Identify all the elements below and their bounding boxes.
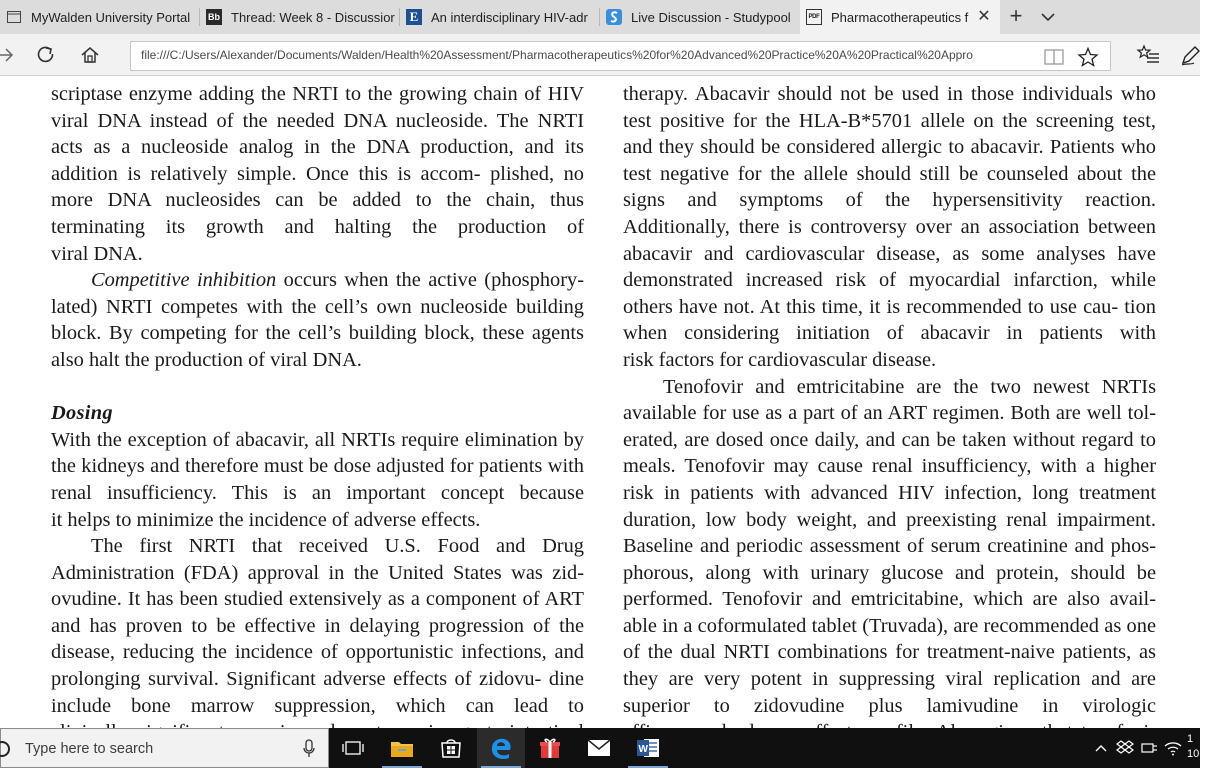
paragraph-tail: also halt the production of viral DNA. xyxy=(51,348,362,371)
show-hidden-icons-chevron-icon[interactable] xyxy=(1091,738,1111,758)
close-tab-icon[interactable]: ✕ xyxy=(977,8,991,25)
tab-title: An interdisciplinary HIV-adr xyxy=(431,9,588,25)
clock-time: 1 xyxy=(1187,733,1194,745)
pdf-icon: PDF xyxy=(806,9,822,25)
task-view-icon[interactable] xyxy=(329,728,377,768)
section-heading: Dosing xyxy=(51,402,113,425)
paragraph: The first NRTI that received U.S. Food and Drug Administration (FDA) approval in the United States was zid- ovudine. It has been studied extensively as a component of ART and has proven to be effective in delaying progression of the disease, reducing the incidence of opportunistic infections, and prolonging survival. Significant adverse effects of zidovu- dine include bone marrow suppression, which can lead to xyxy=(51,535,584,717)
windows-taskbar xyxy=(0,728,1200,768)
edge-browser-icon[interactable] xyxy=(477,728,525,768)
paragraph: scriptase enzyme adding the NRTI to the growing chain of HIV viral DNA instead of the needed DNA nucleoside. The NRTI acts as a nucleoside analog in the DNA production, and its addition is relatively simple. Once this is accom- plished, no more DNA nucleosides can be added to the chain, thus terminating its growth and halting the production of xyxy=(51,83,584,238)
microphone-icon[interactable] xyxy=(302,739,316,759)
paragraph: Tenofovir and emtricitabine are the two newest NRTIs available for use as a part of an ART regimen. Both are well tol- erated, are dosed once daily, and can be taken without regard to meals. Tenofovir may cause renal insufficiency, with a higher risk in patients with advanced HIV infection, long treatment duration, low body weight, and preexisting renal impairment. Baseline and periodic assessment of serum creatinine and phos- phorous, along with urinary glucose and protein, should be performed. Tenofovir and emtricitabine, which are also avail- able in a coformulated tablet (Truvada), are recommended as one of the dual NRTI combinations for treatment-naive patients, as they are very potent in suppressing viral replication and are superior to zidovudine plus lamivudine in virologic xyxy=(623,375,1156,717)
paragraph-tail: it helps to minimize the incidence of adverse effects. xyxy=(51,508,481,531)
wifi-icon[interactable] xyxy=(1163,738,1183,758)
e-letter-icon: E xyxy=(406,9,422,25)
tab-strip xyxy=(0,0,1200,34)
tab-title: MyWalden University Portal xyxy=(31,9,191,25)
forward-arrow-icon[interactable] xyxy=(0,40,20,70)
tab-studypool[interactable] xyxy=(600,0,800,34)
studypool-icon xyxy=(606,9,622,25)
blackboard-icon: Bb xyxy=(206,9,222,25)
mail-icon[interactable] xyxy=(575,728,623,768)
new-tab-icon[interactable]: + xyxy=(1009,3,1023,28)
paragraph: With the exception of abacavir, all NRTIs require elimination by the kidneys and therefore must be dose adjusted for patients with renal insufficiency. This is an important concept because xyxy=(51,428,584,504)
tab-myWalden[interactable] xyxy=(0,0,200,34)
pdf-viewer[interactable] xyxy=(0,77,1200,728)
right-text-column xyxy=(623,81,1156,737)
svg-text:W: W xyxy=(638,744,648,755)
tab-hiv-article[interactable] xyxy=(400,0,600,34)
tab-title: Live Discussion - Studypool xyxy=(631,9,791,25)
search-placeholder: Type here to search xyxy=(25,741,154,757)
power-plug-icon[interactable] xyxy=(1139,738,1159,758)
paragraph-tail: risk factors for cardiovascular disease. xyxy=(623,348,937,371)
chevron-down-icon[interactable] xyxy=(1036,5,1060,29)
tab-discussion-thread[interactable] xyxy=(200,0,400,34)
file-explorer-icon[interactable] xyxy=(378,728,426,768)
tab-title: Thread: Week 8 - Discussior xyxy=(231,9,395,25)
paragraph: Competitive inhibition occurs when the active (phosphory- lated) NRTI competes with the cell’s own nucleoside building block. By competing for the cell’s building block, these agents xyxy=(51,269,584,345)
url-text[interactable]: file:///C:/Users/Alexander/Documents/Walden/Health%20Assessment/Pharmacotherapeutics%20for%20Advanced%20Practice%20A%20Practical%20Appro xyxy=(141,48,973,62)
taskbar-search-box[interactable] xyxy=(0,728,329,768)
tab-title: Pharmacotherapeutics f xyxy=(831,9,969,25)
left-text-column xyxy=(51,81,584,737)
store-icon[interactable] xyxy=(427,728,475,768)
previous-line-fragment xyxy=(51,65,584,79)
dropbox-sync-icon[interactable] xyxy=(1115,738,1135,758)
cortana-circle-icon[interactable] xyxy=(0,740,11,758)
word-icon[interactable] xyxy=(624,728,672,768)
paragraph: therapy. Abacavir should not be used in those individuals who test positive for the HLA-B*5701 allele on the screening test, and they should be considered allergic to abacavir. Patients who test negative for the allele should still be counseled about the signs and symptoms of the hypersensitivity reaction. Additionally, there is controversy over an association between abacavir and cardiovascular disease, as some analyses have demonstrated increased risk of myocardial infarction, while others have not. At this time, it is recommended to use cau- tion when considering initiation of abacavir in patients with xyxy=(623,83,1156,345)
previous-line-fragment xyxy=(623,65,1156,79)
italic-term: Competitive inhibition xyxy=(91,269,277,292)
clock-date: 10 xyxy=(1187,748,1200,760)
gift-app-icon[interactable] xyxy=(526,728,574,768)
page-icon xyxy=(6,9,22,25)
web-note-pen-icon[interactable] xyxy=(1176,40,1206,70)
tab-pharmacotherapeutics-pdf[interactable] xyxy=(800,0,1000,34)
paragraph-tail: viral DNA. xyxy=(51,242,143,265)
system-clock[interactable] xyxy=(1187,732,1199,762)
